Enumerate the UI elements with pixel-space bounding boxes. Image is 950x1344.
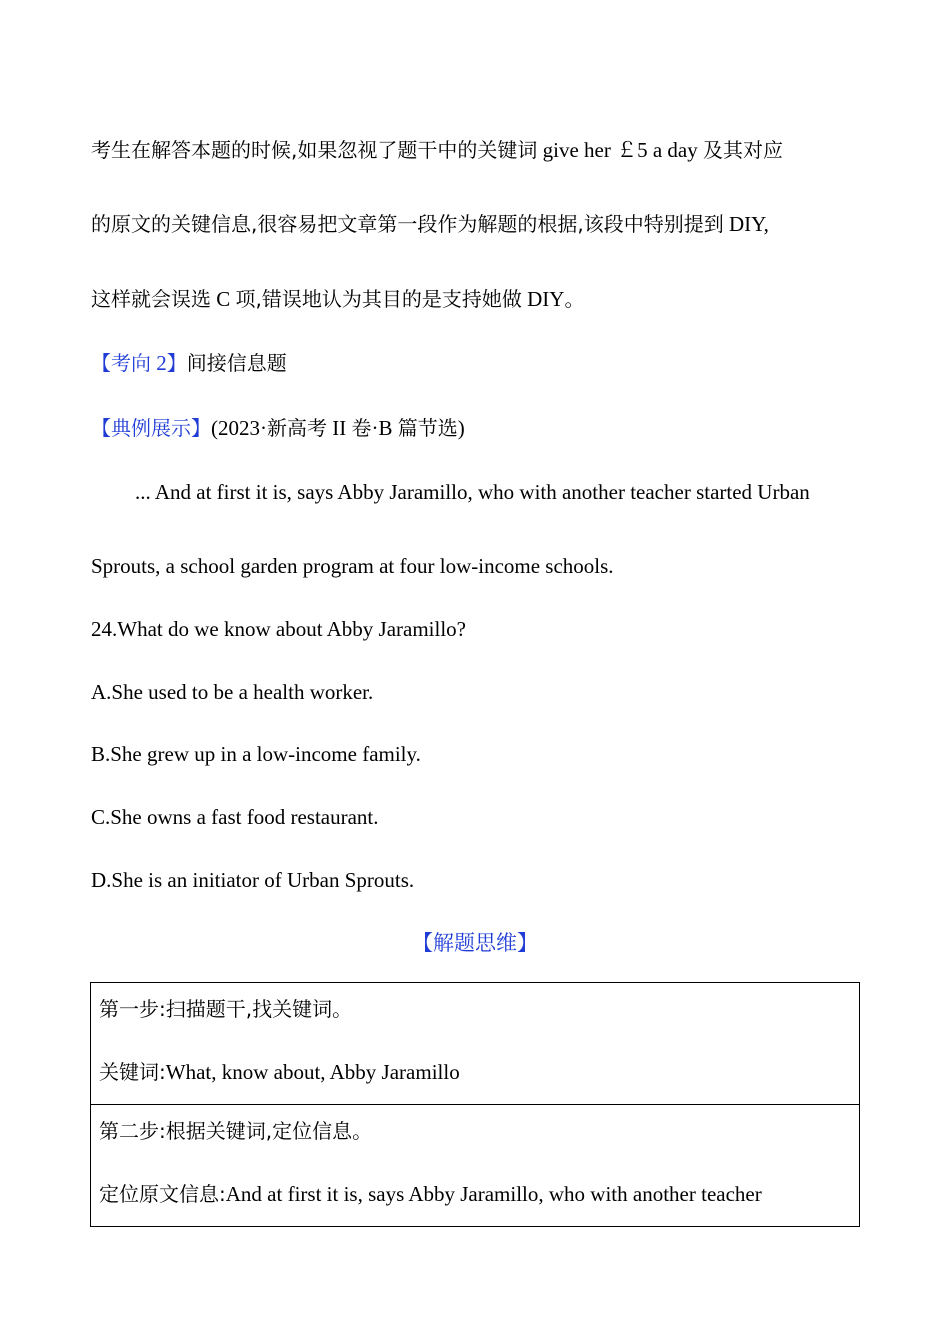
step-1-detail-text: What, know about, Abby Jaramillo xyxy=(165,1060,460,1084)
step-row-1 xyxy=(91,983,860,1105)
intro-line-3-en-b: DIY xyxy=(521,287,565,311)
intro-line-3-cn-c: 。 xyxy=(564,287,585,311)
option-c: C.She owns a fast food restaurant. xyxy=(91,805,379,829)
option-b: B.She grew up in a low-income family. xyxy=(91,742,421,766)
section-tag-open: 【考向 xyxy=(91,351,151,375)
example-source-g: ) xyxy=(457,416,465,440)
passage-line-1: ... And at first it is, says Abby Jaramillo, who with another teacher started Urban xyxy=(135,480,810,504)
section-title: 间接信息题 xyxy=(186,351,287,375)
intro-line-2-cn: 的原文的关键信息,很容易把文章第一段作为解题的根据,该段中特别提到 xyxy=(91,212,724,236)
example-source-d: 卷 xyxy=(351,416,372,440)
intro-line-1-cn-a: 考生在解答本题的时候,如果忽视了题干中的关键词 xyxy=(91,138,538,162)
question-stem: 24.What do we know about Abby Jaramillo? xyxy=(91,617,467,641)
example-source-b: 新高考 xyxy=(267,416,327,440)
section-tag-close: 】 xyxy=(166,351,187,375)
step-2-title-text: 第二步:根据关键词,定位信息。 xyxy=(99,1119,373,1143)
intro-line-2 xyxy=(91,209,769,239)
section-tag-number: 2 xyxy=(151,351,167,375)
steps-table xyxy=(90,982,860,1227)
intro-line-3 xyxy=(91,284,584,314)
intro-line-2-en: DIY, xyxy=(723,212,769,236)
example-source-e: ·B xyxy=(371,416,398,440)
step-2-detail-text: And at first it is, says Abby Jaramillo, who with another teacher xyxy=(225,1182,762,1206)
example-source-f: 篇节选 xyxy=(397,416,458,440)
passage-line-2: Sprouts, a school garden program at four low-income schools. xyxy=(91,554,614,578)
example-heading xyxy=(91,413,465,443)
step-cell-1 xyxy=(91,983,860,1105)
step-1-title-text: 第一步:扫描题干,找关键词。 xyxy=(99,997,353,1021)
intro-line-1-cn-b: 及其对应 xyxy=(702,138,783,162)
section-heading xyxy=(91,348,287,378)
example-source-a: (2023· xyxy=(211,416,267,440)
option-a: A.She used to be a health worker. xyxy=(91,680,374,704)
intro-line-3-cn-a: 这样就会误选 xyxy=(91,287,211,311)
solution-heading: 【解题思维】 xyxy=(412,931,538,955)
example-tag: 【典例展示】 xyxy=(91,416,211,440)
step-2-detail xyxy=(99,1168,851,1226)
step-2-detail-label: 定位原文信息: xyxy=(99,1182,226,1206)
option-d: D.She is an initiator of Urban Sprouts. xyxy=(91,868,415,892)
step-1-detail-label: 关键词: xyxy=(99,1060,166,1084)
step-2-title xyxy=(99,1105,851,1168)
step-1-detail xyxy=(99,1046,851,1104)
intro-line-3-en-a: C xyxy=(211,287,236,311)
intro-line-1-en: give her ￡5 a day xyxy=(537,138,703,162)
step-row-2 xyxy=(91,1105,860,1227)
intro-line-1 xyxy=(91,135,783,165)
intro-line-3-cn-b: 项,错误地认为其目的是支持她做 xyxy=(235,287,522,311)
step-1-title xyxy=(99,983,851,1046)
step-cell-2 xyxy=(91,1105,860,1227)
example-source-c: II xyxy=(327,416,352,440)
